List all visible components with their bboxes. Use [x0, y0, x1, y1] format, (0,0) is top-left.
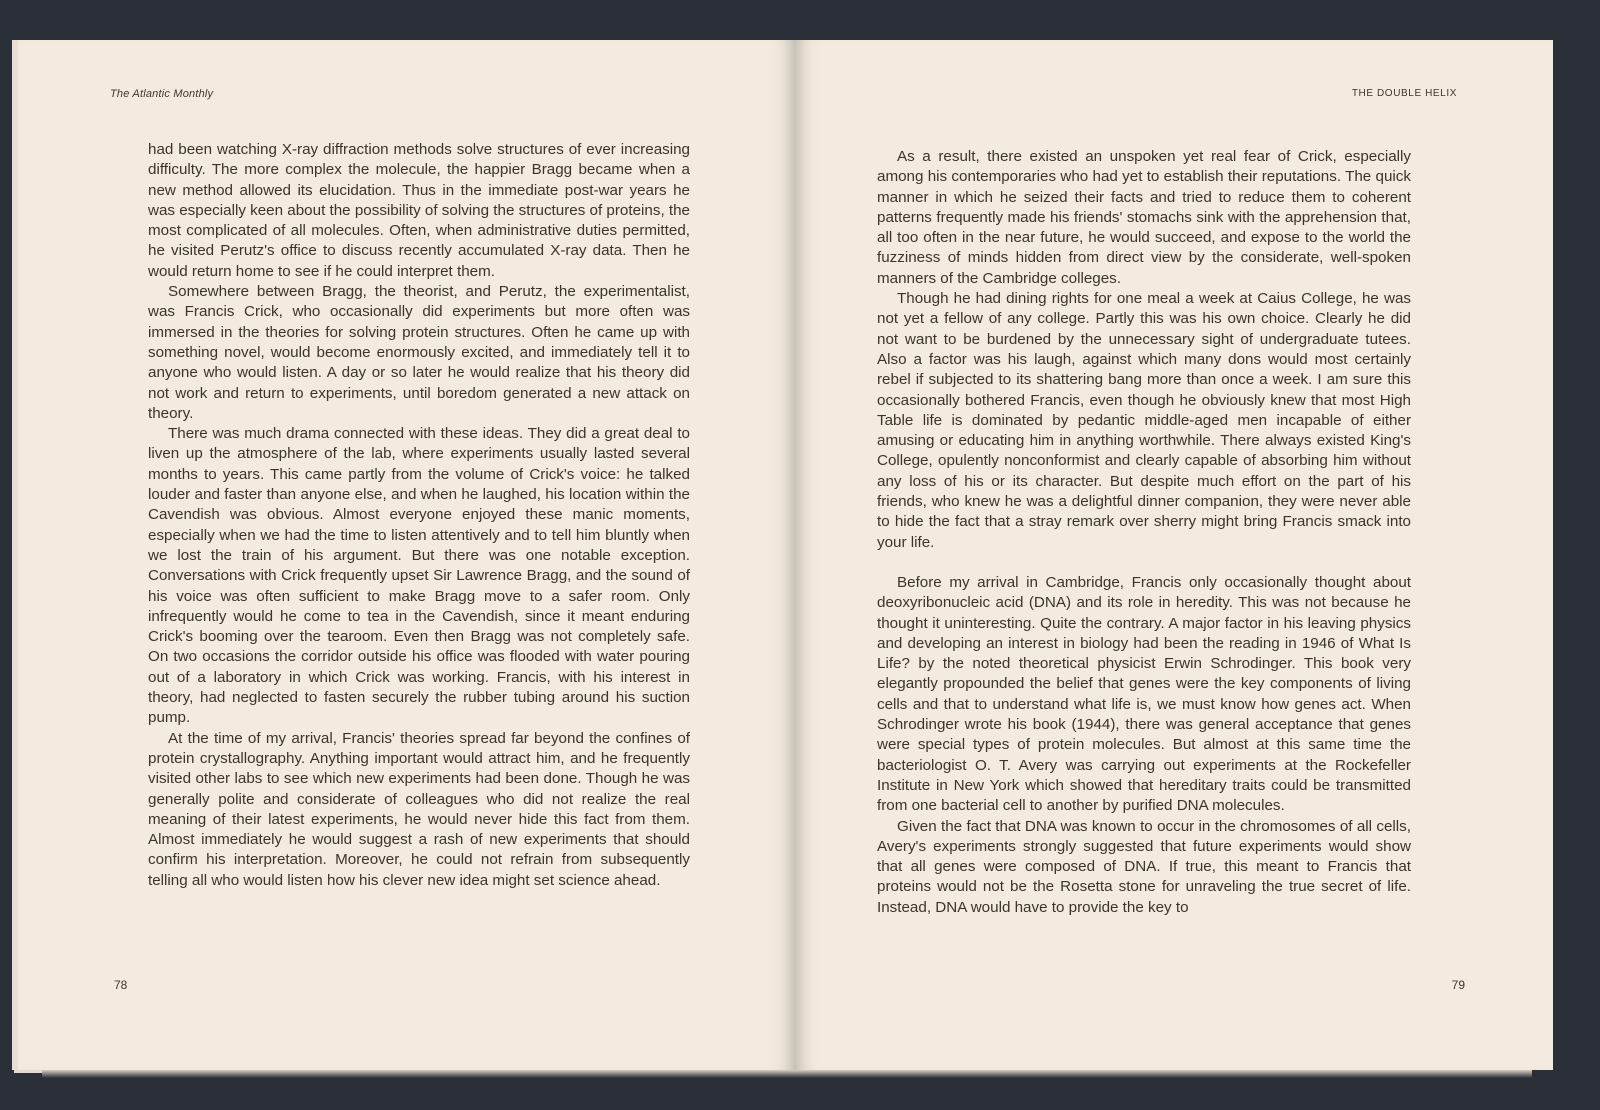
paragraph: had been watching X-ray diffraction methods solve structures of ever increasing difficulty. The more complex the molecule, the happier Bragg became when a new method allowed its elucidation. Thus in the immediate post-war years he was especially keen about the possibility of solving the structures of proteins, the most complicated of all molecules. Often, when administrative duties permitted, he visited Perutz's office to discuss recently accumulated X-ray data. Then he would return home to see if he could interpret them.	[148, 141, 690, 280]
right-page	[795, 40, 1553, 1070]
magazine-spread	[12, 40, 1564, 1080]
running-head-right: THE DOUBLE HELIX	[1351, 88, 1457, 99]
paragraph: There was much drama connected with these ideas. They did a great deal to liven up the atmosphere of the lab, where experiments usually lasted several months to years. This came partly from the volume of Crick's voice: he talked louder and faster than anyone else, and when he laughed, his location within the Cavendish was obvious. Almost everyone enjoyed these manic moments, especially when we had the time to listen attentively and to tell him bluntly when we lost the train of his argument. But there was one notable exception. Conversations with Crick frequently upset Sir Lawrence Bragg, and the sound of his voice was often sufficient to make Bragg move to a safer room. Only infrequently would he come to tea in the Cavendish, since it meant enduring Crick's booming over the tearoom. Even then Bragg was not completely safe. On two occasions the corridor outside his office was flooded with water pouring out of a laboratory in which Crick was working. Francis, with his interest in theory, had neglected to fasten securely the rubber tubing around his suction pump.	[148, 425, 690, 727]
left-page	[12, 40, 795, 1070]
paragraph: At the time of my arrival, Francis' theories spread far beyond the confines of protein crystallography. Anything important would attract him, and he frequently visited other labs to see which new experiments had been done. Though he was generally polite and considerate of colleagues who did not realize the real meaning of their latest experiments, he would never hide this fact from them. Almost immediately he would suggest a rash of new experiments that should confirm his interpretation. Moreover, he could not refrain from subsequently telling all who would listen how his clever new idea might set science ahead.	[148, 729, 690, 889]
paragraph: Given the fact that DNA was known to occur in the chromosomes of all cells, Avery's experiments strongly suggested that future experiments would show that all genes were composed of DNA. If true, this meant to Francis that proteins would not be the Rosetta stone for unraveling the true secret of life. Instead, DNA would have to provide the key to	[877, 817, 1411, 916]
page-stack-edge	[42, 1070, 1532, 1078]
paragraph: As a result, there existed an unspoken yet real fear of Crick, especially among his contemporaries who had yet to establish their reputations. The quick manner in which he seized their facts and tried to reduce them to coherent patterns frequently made his friends' stomachs sink with the apprehension that, all too often in the near future, he would succeed, and expose to the world the fuzziness of minds hidden from direct view by the considerate, well-spoken manners of the Cambridge colleges.	[877, 148, 1411, 287]
paragraph: Somewhere between Bragg, the theorist, and Perutz, the experimentalist, was Francis Crick, who occasionally did experiments but more often was immersed in the theories for solving protein structures. Often he came up with something novel, would become enormously excited, and immediately tell it to anyone who would listen. A day or so later he would realize that his theory did not work and return to experiments, until boredom generated a new attack on theory.	[148, 283, 690, 422]
page-number-right: 79	[1451, 978, 1465, 992]
paragraph: Though he had dining rights for one meal a week at Caius College, he was not yet a fellow of any college. Partly this was his own choice. Clearly he did not want to be burdened by the unnecessary sight of undergraduate tutees. Also a factor was his laugh, against which many dons would most certainly rebel if subjected to its shattering bang more than once a week. I am sure this occasionally bothered Francis, even though he obviously knew that most High Table life is dominated by pedantic middle-aged men incapable of either amusing or educating him in anything worthwhile. There always existed King's College, opulently nonconformist and clearly capable of absorbing him without any loss of his or its character. But despite much effort on the part of his friends, who knew he was a delightful dinner companion, they were never able to hide the fact that a stray remark over sherry might bring Francis smack into your life.	[877, 290, 1411, 551]
running-head-left: The Atlantic Monthly	[110, 88, 214, 100]
paragraph: Before my arrival in Cambridge, Francis only occasionally thought about deoxyribonucleic acid (DNA) and its role in heredity. This was not because he thought it uninteresting. Quite the contrary. A major factor in his leaving physics and developing an interest in biology had been the reading in 1946 of What Is Life? by the noted theoretical physicist Erwin Schrodinger. This book very elegantly propounded the belief that genes were the key components of living cells and that to understand what life is, we must know how genes act. When Schrodinger wrote his book (1944), there was general acceptance that genes were special types of protein molecules. But almost at this same time the bacteriologist O. T. Avery was carrying out experiments at the Rockefeller Institute in New York which showed that hereditary traits could be transmitted from one bacterial cell to another by purified DNA molecules.	[877, 573, 1411, 815]
left-page-body	[148, 140, 690, 891]
right-page-body	[877, 147, 1411, 918]
page-number-left: 78	[114, 978, 128, 992]
